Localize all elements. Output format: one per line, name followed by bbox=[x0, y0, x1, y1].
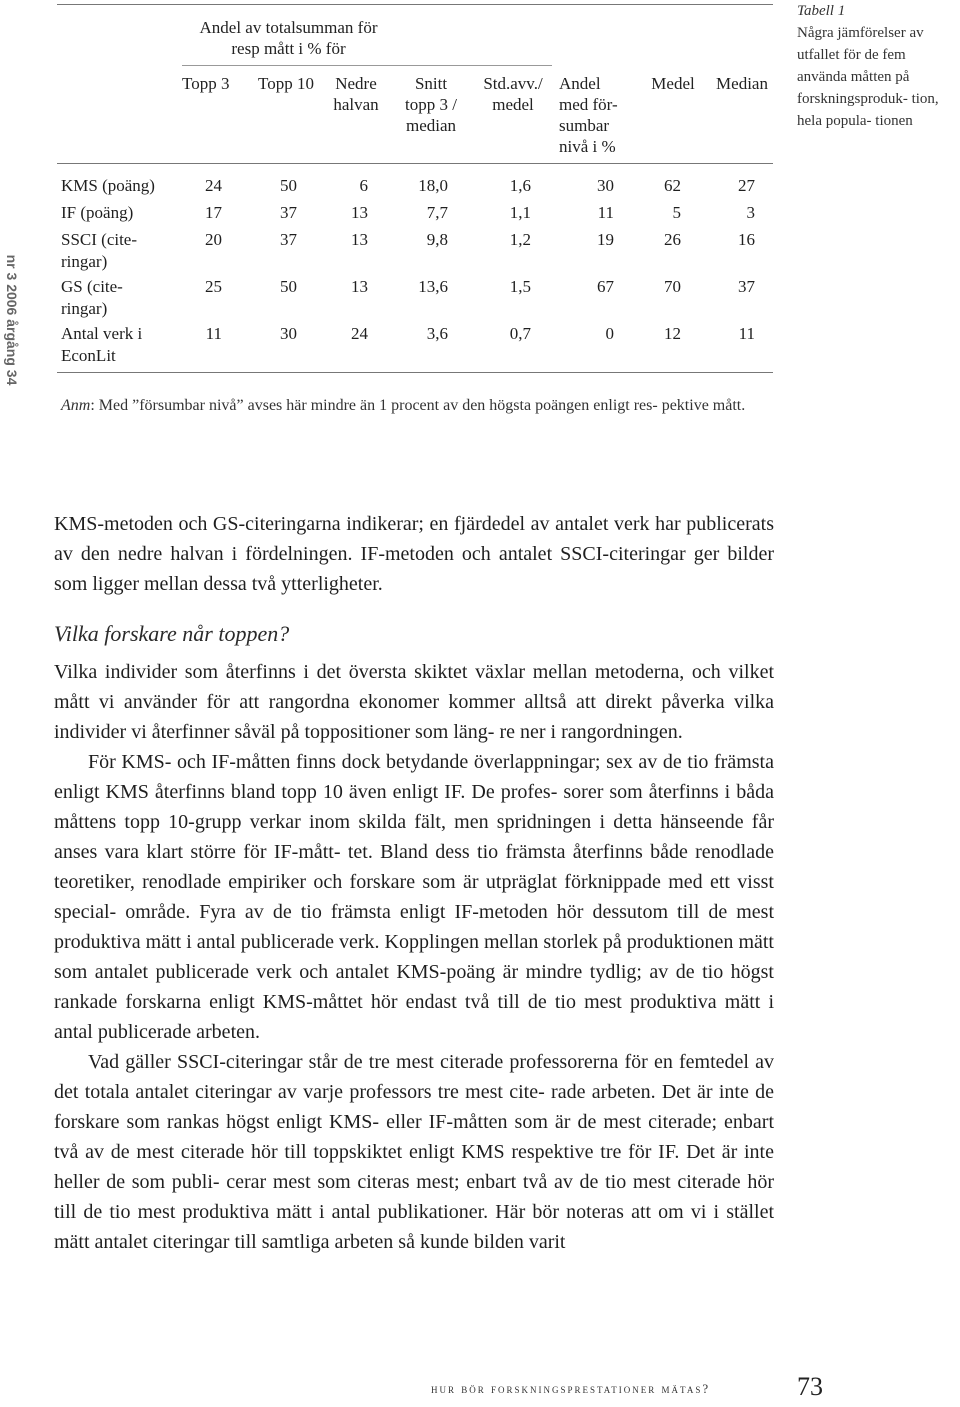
running-head bbox=[2, 250, 22, 390]
paragraph: Vilka individer som återfinns i det översta skiktet växlar mellan metoderna, och vilket mått vi använder för att rangordna ekonomer kommer alltså att direkt påverka vilka individer vi återfinner såväl på toppositioner som läng- re ner i rangordningen. bbox=[54, 661, 774, 743]
col-header-topp3: Topp 3 bbox=[182, 74, 230, 93]
note-label: Anm bbox=[61, 397, 91, 414]
cell: 12 bbox=[664, 324, 681, 343]
cell: 37 bbox=[280, 203, 297, 222]
note-text: : Med ”försumbar nivå” avses här mindre än 1 procent av den högsta poängen enligt res- pektive mått. bbox=[90, 397, 746, 414]
cell: 6 bbox=[359, 176, 368, 195]
cell: 1,6 bbox=[509, 176, 531, 195]
cell: 13,6 bbox=[418, 277, 448, 296]
cell: 67 bbox=[597, 277, 614, 296]
cell: 0,7 bbox=[509, 324, 531, 343]
caption-title: Tabell 1 bbox=[797, 3, 846, 19]
row-label: KMS (poäng) bbox=[61, 176, 155, 195]
page-number: 73 bbox=[797, 1372, 823, 1401]
cell: 3,6 bbox=[426, 324, 448, 343]
section-heading: Vilka forskare når toppen? bbox=[54, 621, 290, 646]
intro-paragraph-block bbox=[54, 509, 774, 599]
cell: 30 bbox=[597, 176, 614, 195]
caption-text: Några jämförelser av utfallet för de fem använda måtten på forskningsproduk- tion, hela popula- tionen bbox=[797, 25, 939, 129]
cell: 24 bbox=[351, 324, 368, 343]
table-top-rule bbox=[57, 4, 773, 5]
cell: 24 bbox=[205, 176, 222, 195]
cell: 13 bbox=[351, 203, 368, 222]
cell: 1,5 bbox=[509, 277, 531, 296]
cell: 16 bbox=[738, 230, 755, 249]
paragraph: Vad gäller SSCI-citeringar står de tre mest citerade professorerna för en femtedel av det totala antalet citeringar av varje professors tre mest cite- rade arbeten. Det är inte de forskare som rankas högst enligt KMS- eller IF-måtten som är de mest citerade; enbart två av de mest citerade hör till toppskiktet enligt KMS respektive tre för IF. Det är inte heller de som publi- cerar mest som citeras mest; enbart två av de tio mest citerade hör till de tio mest produktiva mätt i antal publikationer. Här bör noteras att om vi i stället mätt antalet citeringar till samtliga arbeten så kunde bilden varit bbox=[54, 1051, 774, 1253]
running-head-text: nr 3 2006 årgång 34 bbox=[4, 254, 20, 386]
cell: 25 bbox=[205, 277, 222, 296]
footer-title: hur bör forskningsprestationer mätas? bbox=[431, 1381, 711, 1396]
cell: 30 bbox=[280, 324, 297, 343]
cell: 5 bbox=[672, 203, 681, 222]
cell: 3 bbox=[746, 203, 755, 222]
cell: 62 bbox=[664, 176, 681, 195]
row-label: Antal verk i EconLit bbox=[61, 324, 143, 365]
cell: 27 bbox=[738, 176, 755, 195]
paragraph: För KMS- och IF-måtten finns dock betydande överlappningar; sex av de tio främsta enligt KMS återfinns bland topp 10 även enligt IF. De profes- sorer som återfinns i båda måttens topp 10-grupp verkar inom skilda fält, men spridningen i detta hänseende får anses vara klart större för IF-mått- tet. Bland dess tio främsta återfinns både renodlade teoretiker, renodlade empiriker och forskare som är utpräglat förknippade med ett visst special- område. Fyra av de tio främsta enligt IF-metoden hör dessutom till de mest produktiva mätt i antal publicerade verk. Kopplingen mellan storlek på produktionen mätt som antalet publicerade verk och antalet KMS-poäng är mindre tydlig; av de tio högst rankade forskarna enligt KMS-måttet hör endast två till de tio mest produktiva mätt i antal publicerade arbeten. bbox=[54, 751, 774, 1043]
cell: 70 bbox=[664, 277, 681, 296]
table-note bbox=[61, 394, 773, 417]
cell: 11 bbox=[597, 203, 614, 222]
table-bottom-rule bbox=[57, 372, 773, 373]
col-header-nedre-halvan: Nedre halvan bbox=[333, 74, 379, 114]
col-header-medel: Medel bbox=[651, 74, 695, 93]
table-header-rule bbox=[57, 163, 773, 164]
cell: 9,8 bbox=[426, 230, 448, 249]
cell: 7,7 bbox=[426, 203, 448, 222]
table-caption bbox=[797, 0, 957, 132]
cell: 17 bbox=[205, 203, 222, 222]
cell: 37 bbox=[280, 230, 297, 249]
cell: 50 bbox=[280, 277, 297, 296]
cell: 19 bbox=[597, 230, 614, 249]
intro-paragraph: KMS-metoden och GS-citeringarna indikerar; en fjärdedel av antalet verk har publicerats av den nedre halvan i fördelningen. IF-metoden och antalet SSCI-citeringar ger bilder som ligger mellan dessa två ytterligheter. bbox=[54, 513, 774, 595]
cell: 0 bbox=[605, 324, 614, 343]
col-header-median: Median bbox=[716, 74, 768, 93]
cell: 13 bbox=[351, 277, 368, 296]
cell: 1,2 bbox=[509, 230, 531, 249]
col-header-stdavv: Std.avv./ medel bbox=[483, 74, 543, 114]
row-label: IF (poäng) bbox=[61, 203, 134, 222]
cell: 13 bbox=[351, 230, 368, 249]
cell: 37 bbox=[738, 277, 755, 296]
row-label: SSCI (cite- ringar) bbox=[61, 230, 138, 271]
cell: 20 bbox=[205, 230, 222, 249]
col-header-andel: Andel med för- sumbar nivå i % bbox=[559, 74, 618, 156]
cell: 26 bbox=[664, 230, 681, 249]
cell: 50 bbox=[280, 176, 297, 195]
group-header: Andel av totalsumman för resp mått i % för bbox=[199, 18, 378, 58]
col-header-topp10: Topp 10 bbox=[258, 74, 314, 93]
cell: 1,1 bbox=[509, 203, 531, 222]
group-header-rule bbox=[182, 65, 552, 66]
col-header-snitt: Snitt topp 3 / median bbox=[405, 74, 457, 135]
cell: 11 bbox=[205, 324, 222, 343]
row-label: GS (cite- ringar) bbox=[61, 277, 123, 318]
section-body bbox=[54, 657, 774, 1257]
cell: 11 bbox=[738, 324, 755, 343]
cell: 18,0 bbox=[418, 176, 448, 195]
